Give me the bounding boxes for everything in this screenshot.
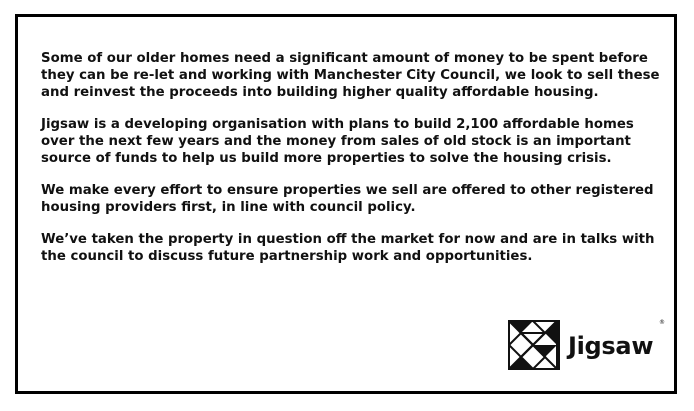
jigsaw-logo-mark-icon (508, 320, 558, 370)
registered-mark: ® (659, 319, 665, 326)
paragraph-3: We make every effort to ensure properties we sell are offered to other registered housing providers first, in line with council policy. (41, 183, 654, 215)
paragraph-4: We’ve taken the property in question off the market for now and are in talks with the council to discuss future partnership work and opportunities. (41, 232, 655, 264)
statement-box (15, 14, 677, 394)
logo-wordmark: Jigsaw (568, 332, 654, 360)
logo-divider (558, 320, 560, 370)
paragraph-1: Some of our older homes need a significant amount of money to be spent before they can be re-let and working with Manchester City Council, we look to sell these and reinvest the proceeds into building higher quality affordable housing. (41, 51, 660, 100)
jigsaw-logo (508, 319, 663, 371)
paragraph-2: Jigsaw is a developing organisation with plans to build 2,100 affordable homes over the next few years and the money from sales of old stock is an important source of funds to help us build more properties to solve the housing crisis. (41, 117, 634, 166)
statement-text (41, 50, 671, 280)
